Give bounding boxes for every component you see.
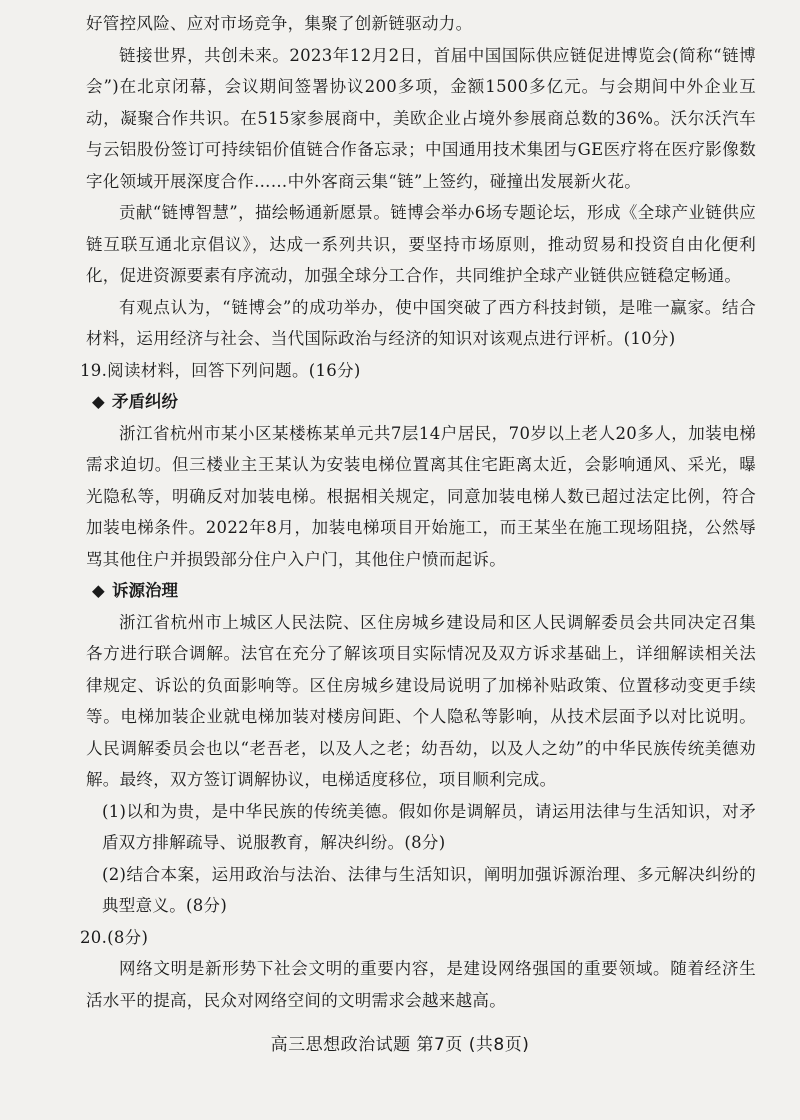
question-19-sub-1: (1)以和为贵，是中华民族的传统美德。假如你是调解员，请运用法律与生活知识，对矛盾双方排解疏导、说服教育，解决纠纷。(8分) — [102, 801, 756, 852]
paragraph-continued: 好管控风险、应对市场竞争，集聚了创新链驱动力。 — [86, 14, 473, 33]
question-20-text: 网络文明是新形势下社会文明的重要内容，是建设网络强国的重要领域。随着经济生活水平的提高，民众对网络空间的文明需求会越来越高。 — [86, 959, 756, 1010]
question-19-title: 19.阅读材料，回答下列问题。(16分) — [80, 360, 361, 380]
diamond-bullet-icon: ◆ — [92, 392, 105, 411]
question-18-prompt: 有观点认为，“链博会”的成功举办，使中国突破了西方科技封锁，是唯一赢家。结合材料，运用经济与社会、当代国际政治与经济的知识对该观点进行评析。(10分) — [86, 297, 756, 348]
question-20-title: 20.(8分) — [80, 927, 149, 947]
section-text-governance: 浙江省杭州市上城区人民法院、区住房城乡建设局和区人民调解委员会共同决定召集各方进行联合调解。法官在充分了解该项目实际情况及双方诉求基础上，详细解读相关法律规定、诉讼的负面影响等。区住房城乡建设局说明了加梯补贴政策、位置移动变更手续等。电梯加装企业就电梯加装对楼房间距、个人隐私等影响，从技术层面予以对比说明。人民调解委员会也以“老吾老，以及人之老；幼吾幼，以及人之幼”的中华民族传统美德劝解。最终，双方签订调解协议，电梯适度移位，项目顺利完成。 — [86, 612, 756, 789]
paragraph-chain-wisdom: 贡献“链博智慧”，描绘畅通新愿景。链博会举办6场专题论坛，形成《全球产业链供应链互联互通北京倡议》，达成一系列共识，要坚持市场原则，推动贸易和投资自由化便利化，促进资源要素有序流动，加强全球分工合作，共同维护全球产业链供应链稳定畅通。 — [86, 203, 756, 285]
section-heading-governance — [92, 575, 756, 607]
section-heading-text: 诉源治理 — [112, 581, 178, 600]
section-text-conflict: 浙江省杭州市某小区某楼栋某单元共7层14户居民，70岁以上老人20多人，加装电梯需求迫切。但三楼业主王某认为安装电梯位置离其住宅距离太近，会影响通风、采光，曝光隐私等，明确反对加装电梯。根据相关规定，同意加装电梯人数已超过法定比例，符合加装电梯条件。2022年8月，加装电梯项目开始施工，而王某坐在施工现场阻挠，公然辱骂其他住户并损毁部分住户入户门，其他住户愤而起诉。 — [86, 423, 756, 569]
section-heading-conflict — [92, 386, 756, 418]
section-heading-text: 矛盾纠纷 — [112, 392, 178, 411]
page-footer: 高三思想政治试题 第7页 (共8页) — [270, 1035, 530, 1055]
question-19-sub-2: (2)结合本案，运用政治与法治、法律与生活知识，阐明加强诉源治理、多元解决纠纷的典型意义。(8分) — [102, 864, 756, 915]
paragraph-link-world: 链接世界，共创未来。2023年12月2日，首届中国国际供应链促进博览会(简称“链博会”)在北京闭幕，会议期间签署协议200多项，金额1500多亿元。与会期间中外企业互动，凝聚合作共识。在515家参展商中，美欧企业占境外参展商总数的36%。沃尔沃汽车与云铝股份签订可持续铝价值链合作备忘录；中国通用技术集团与GE医疗将在医疗影像数字化领域开展深度合作……中外客商云集“链”上签约，碰撞出发展新火花。 — [86, 45, 756, 191]
diamond-bullet-icon: ◆ — [92, 581, 105, 600]
